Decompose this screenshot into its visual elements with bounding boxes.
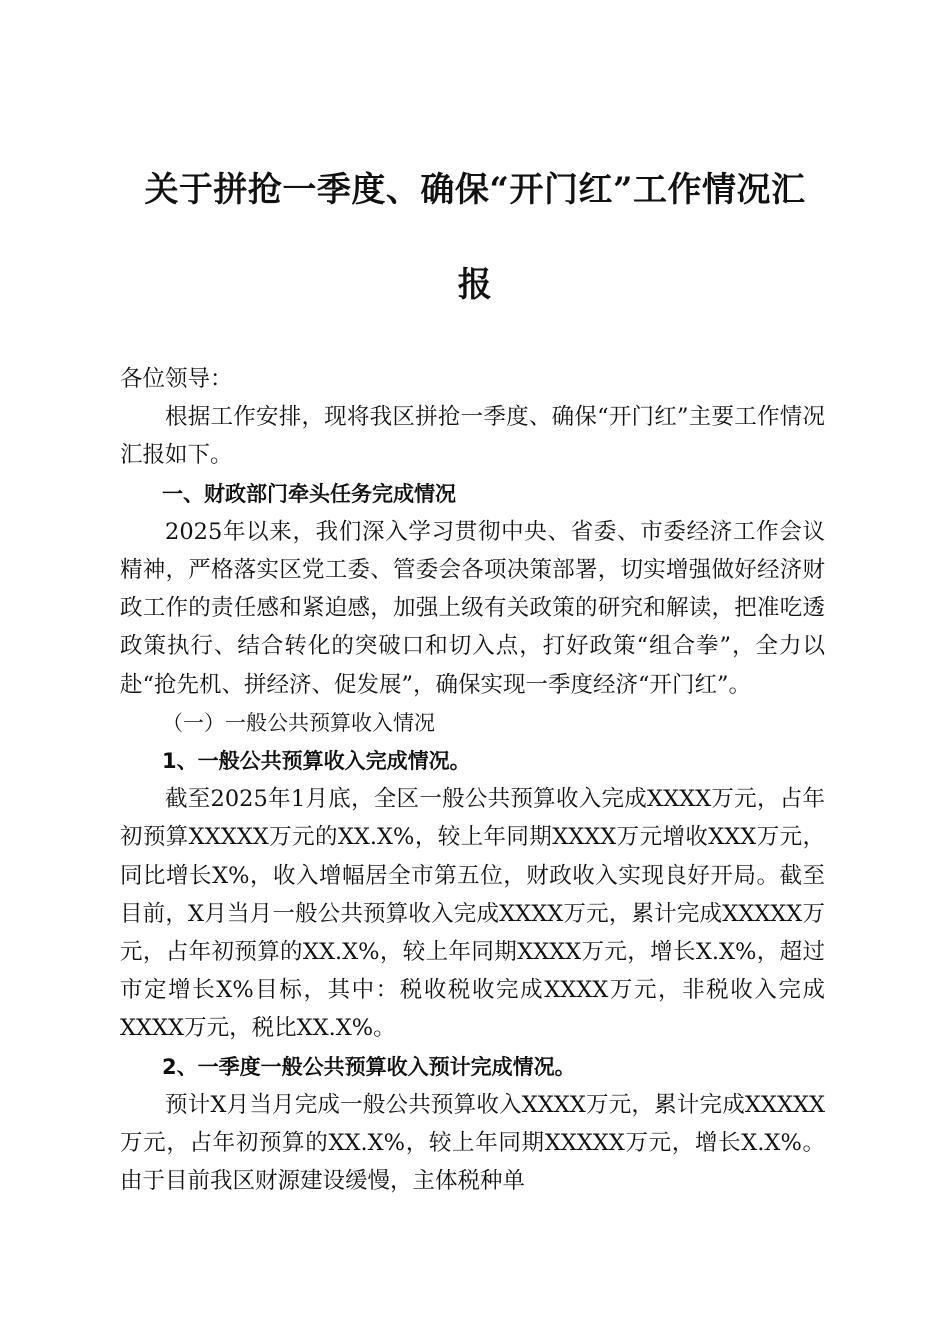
- title-line-2: 报: [457, 265, 493, 305]
- section-1-heading: 一、财政部门牵头任务完成情况: [162, 481, 456, 506]
- document-body: [120, 360, 825, 1200]
- document-title: [110, 143, 840, 333]
- item-2-heading: 2、一季度一般公共预算收入预计完成情况。: [162, 1054, 576, 1079]
- section-1-paragraph: 2025年以来，我们深入学习贯彻中央、省委、市委经济工作会议精神，严格落实区党工委、管委会各项决策部署，切实增强做好经济财政工作的责任感和紧迫感，加强上级有关政策的研究和解读，把准吃透政策执行、结合转化的突破口和切入点，打好政策“组合拳”，全力以赴“抢先机、拼经济、促发展”，确保实现一季度经济“开门红”。: [120, 518, 825, 698]
- item-2-paragraph: 预计X月当月完成一般公共预算收入XXXX万元，累计完成XXXXX万元，占年初预算的XX.X%，较上年同期XXXXX万元，增长X.X%。由于目前我区财源建设缓慢，主体税种单: [120, 1091, 825, 1195]
- title-line-1: 关于拼抢一季度、确保“开门红”工作情况汇: [144, 170, 806, 210]
- intro-paragraph: 根据工作安排，现将我区拼抢一季度、确保“开门红”主要工作情况汇报如下。: [120, 404, 825, 469]
- item-1-paragraph: 截至2025年1月底，全区一般公共预算收入完成XXXX万元，占年初预算XXXXX万元的XX.X%，较上年同期XXXX万元增收XXX万元，同比增长X%，收入增幅居全市第五位，财政收入实现良好开局。截至目前，X月当月一般公共预算收入完成XXXX万元，累计完成XXXXX万元，占年初预算的XX.X%，较上年同期XXXX万元，增长X.X%，超过市定增长X%目标，其中：税收税收完成XXXX万元，非税收入完成XXXX万元，税比XX.X%。: [120, 786, 825, 1042]
- item-1-heading: 1、一般公共预算收入完成情况。: [162, 749, 471, 774]
- subsection-1-heading: （一）一般公共预算收入情况: [162, 710, 435, 735]
- salutation: 各位领导：: [120, 366, 233, 392]
